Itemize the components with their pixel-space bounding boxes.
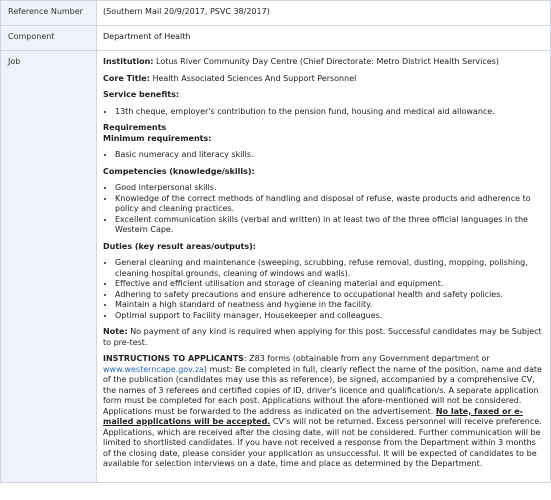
institution-line xyxy=(103,57,544,68)
job-row xyxy=(1,51,551,483)
requirements-heading: Requirements xyxy=(103,123,167,132)
no-late-applications-notice: No late, faxed or e-mailed applications will be accepted. xyxy=(103,406,523,426)
benefits-heading: Service benefits: xyxy=(103,90,180,99)
note-label: Note: xyxy=(103,327,128,336)
institution-label: Institution: xyxy=(103,57,154,66)
competencies-heading: Competencies (knowledge/skills): xyxy=(103,166,255,176)
reference-value: (Southern Mail 20/9/2017, PSVC 38/2017) xyxy=(97,1,551,26)
core-title-line xyxy=(103,74,544,85)
duties-heading: Duties (key result areas/outputs): xyxy=(103,241,256,251)
benefits-list xyxy=(103,107,544,118)
component-label: Component xyxy=(1,26,97,51)
reference-label: Reference Number xyxy=(1,1,97,26)
duties-list xyxy=(103,258,544,321)
job-label: Job xyxy=(1,51,97,483)
list-item: • Knowledge of the correct methods of handling and disposal of refuse, waste products and adherence to policy and cleaning practices. xyxy=(115,194,544,215)
component-row xyxy=(1,26,551,51)
list-item: • 13th cheque, employer's contribution to the pension fund, housing and medical aid allowance. xyxy=(115,107,544,118)
instructions-paragraph xyxy=(103,354,544,470)
min-requirements-list xyxy=(103,150,544,161)
competencies-list xyxy=(103,183,544,236)
component-value: Department of Health xyxy=(97,26,551,51)
note-paragraph xyxy=(103,327,544,348)
list-item: • Effective and efficient utilisation and storage of cleaning material and equipment. xyxy=(115,279,544,290)
reference-row xyxy=(1,1,551,26)
list-item: • Basic numeracy and literacy skills. xyxy=(115,150,544,161)
instructions-text-1: : Z83 forms (obtainable from any Government department or xyxy=(243,354,490,363)
westerncape-link[interactable]: www.westerncape.gov.za xyxy=(103,364,204,374)
list-item: • Maintain a high standard of neatness and hygiene in the facility. xyxy=(115,300,544,311)
instructions-text-3: CV's will not be returned. Excess personnel will receive preference. Applications, which are received after the closing date, will not be considered. Further communication will be limited to shortlisted candidates. If you have not received a response from the Department within 3 months of the closing date, please consider your application as unsuccessful. It will be expected of candidates to be available for selection interviews on a date, time and place as determined by the Department. xyxy=(103,417,542,468)
institution-value: Lotus River Community Day Centre (Chief Directorate: Metro District Health Services) xyxy=(156,57,499,66)
list-item: • Optimal support to Facility manager, Housekeeper and colleagues. xyxy=(115,311,544,322)
instructions-label: INSTRUCTIONS TO APPLICANTS xyxy=(103,354,244,363)
list-item: • General cleaning and maintenance (sweeping, scrubbing, refuse removal, dusting, mopping, polishing, cleaning hospital grounds, cleaning of windows and walls). xyxy=(115,258,544,279)
note-text: No payment of any kind is required when applying for this post. Successful candidates may be Subject to pre-test. xyxy=(103,327,542,347)
core-title-label: Core Title: xyxy=(103,73,150,83)
min-requirements-heading: Minimum requirements: xyxy=(103,133,212,143)
job-content xyxy=(97,51,551,483)
list-item: • Excellent communication skills (verbal and written) in at least two of the three official languages in the Western Cape. xyxy=(115,215,544,236)
list-item: • Good interpersonal skills. xyxy=(115,183,544,194)
instructions-text-2: ) must: Be completed in full, clearly reflect the name of the position, name and date of the publication (candidates may use this as reference), be signed, accompanied by a comprehensive CV, the names of 3 referees and certified copies of ID, driver's licence and qualification/s. A separate application form must be completed for each post. Applications without the afore-mentioned will not be considered. Applications must be forwarded to the address as indicated on the advertisement. xyxy=(103,364,542,416)
core-title-value: Health Associated Sciences And Support Personnel xyxy=(152,73,357,83)
list-item: • Adhering to safety precautions and ensure adherence to occupational health and safety policies. xyxy=(115,290,544,301)
